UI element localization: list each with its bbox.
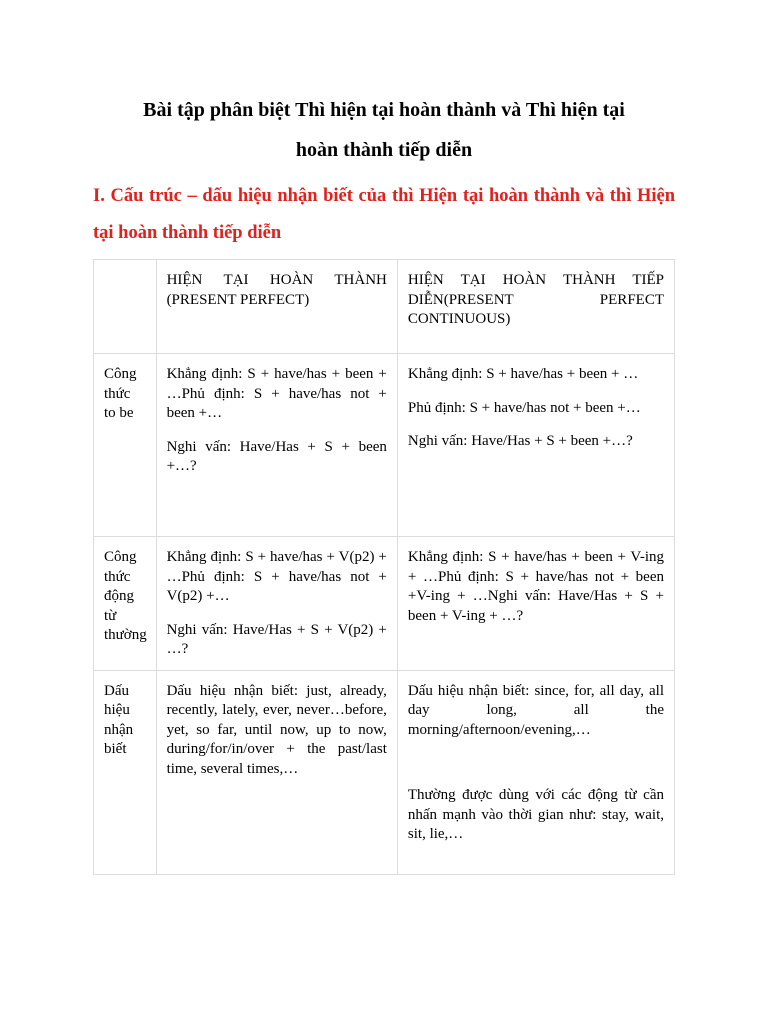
title-line-1: Bài tập phân biệt Thì hiện tại hoàn thành và Thì hiện tại	[143, 99, 625, 121]
present-perfect-continuous-cell	[397, 670, 674, 874]
cell-paragraph: Nghi vấn: Have/Has + S + been +…?	[407, 433, 633, 449]
table-row	[94, 670, 675, 874]
row-label: Công thức to be	[94, 354, 157, 537]
table-row	[94, 537, 675, 671]
cell-paragraph: Khẳng định: S + have/has + been + V-ing + …Phủ định: S + have/has not + been +V-ing + …Nghi vấn: Have/Has + S + been + V-ing + …?	[407, 549, 664, 624]
header-cell-present-perfect-continuous: HIỆN TẠI HOÀN THÀNH TIẾP DIỄN(PRESENT PERFECT CONTINUOUS)	[397, 260, 674, 354]
comparison-table	[93, 259, 675, 875]
cell-paragraph: Nghi vấn: Have/Has + S + been +…?	[166, 438, 387, 474]
table-row	[94, 354, 675, 537]
row-label: Công thức động từ thường	[94, 537, 157, 671]
present-perfect-cell	[156, 537, 397, 671]
present-perfect-continuous-cell	[397, 354, 674, 537]
document-title	[93, 90, 675, 170]
present-perfect-cell	[156, 670, 397, 874]
table-header-row	[94, 260, 675, 354]
cell-paragraph: Thường được dùng với các động từ cần nhấn mạnh vào thời gian như: stay, wait, sit, lie,…	[407, 787, 664, 842]
present-perfect-continuous-cell	[397, 537, 674, 671]
header-cell-empty	[94, 260, 157, 354]
cell-paragraph: Dấu hiệu nhận biết: just, already, recently, lately, ever, never…before, yet, so far, until now, up to now, during/for/in/over + the past/last time, several times,…	[166, 682, 387, 777]
cell-paragraph: Nghi vấn: Have/Has + S + V(p2) + …?	[166, 621, 387, 657]
present-perfect-cell	[156, 354, 397, 537]
cell-paragraph: Phủ định: S + have/has not + been +…	[407, 399, 641, 416]
row-label: Dấu hiệu nhận biết	[94, 670, 157, 874]
title-line-2: hoàn thành tiếp diễn	[295, 139, 473, 161]
cell-paragraph: Khẳng định: S + have/has + V(p2) + …Phủ định: S + have/has not + V(p2) +…	[166, 549, 387, 604]
cell-paragraph: Dấu hiệu nhận biết: since, for, all day, all day long, all the morning/afternoon/evening,…	[407, 682, 664, 738]
cell-paragraph: Khẳng định: S + have/has + been + …	[407, 366, 639, 382]
section-heading: I. Cấu trúc – dấu hiệu nhận biết của thì Hiện tại hoàn thành và thì Hiện tại hoàn thành tiếp diễn	[93, 186, 675, 243]
cell-paragraph: Khẳng định: S + have/has + been + …Phủ định: S + have/has not + been +…	[166, 366, 387, 421]
header-cell-present-perfect: HIỆN TẠI HOÀN THÀNH (PRESENT PERFECT)	[156, 260, 397, 354]
